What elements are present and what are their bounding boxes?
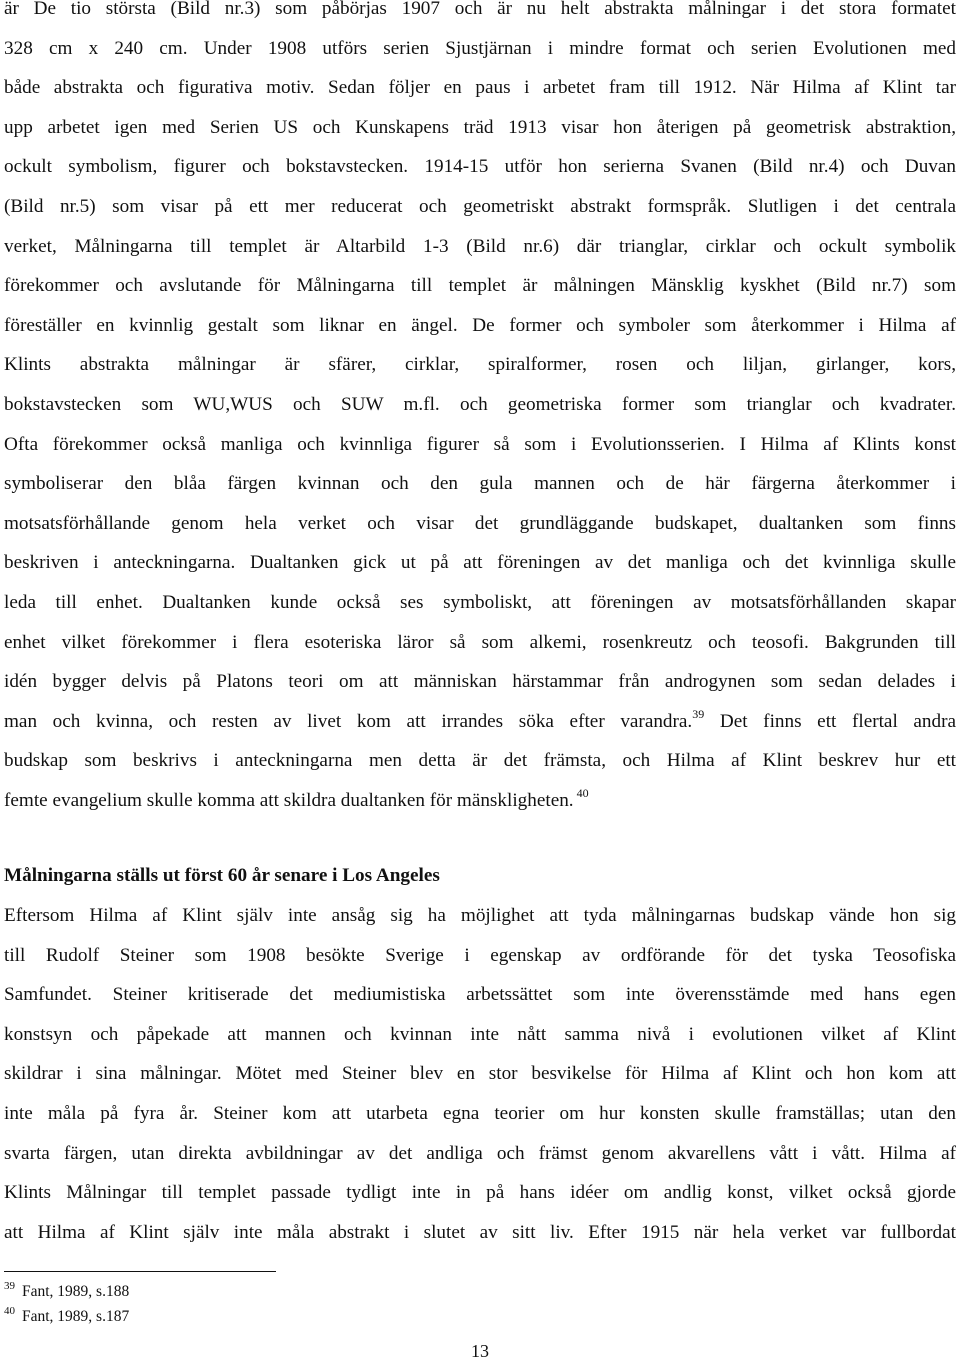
text-line: Ofta förekommer också manliga och kvinnliga figurer så som i Evolutionsserien. I Hilma af Klints konst	[4, 433, 956, 455]
text-line: upp arbetet igen med Serien US och Kunskapens träd 1913 visar hon återigen på geometrisk abstraktion,	[4, 116, 956, 138]
footnote-item	[4, 1280, 129, 1305]
text-line: verket, Målningarna till templet är Altarbild 1-3 (Bild nr.6) där trianglar, cirklar och ockult symbolik	[4, 235, 956, 257]
footnote-divider	[4, 1271, 276, 1272]
footnote-item	[4, 1305, 129, 1330]
text-line: ockult symbolism, figurer och bokstavstecken. 1914-15 utför hon serierna Svanen (Bild nr.4) och Duvan	[4, 156, 956, 178]
text-line: svarta färgen, utan direkta avbildningar av det andliga och främst genom akvarellens vått i vått. Hilma af	[4, 1142, 956, 1164]
text-line-with-footnote	[4, 702, 956, 742]
text-line: Klints Målningar till templet passade tydligt inte in på hans idéer om andlig konst, vilket också gjorde	[4, 1182, 956, 1204]
text-line-with-footnote	[4, 781, 956, 821]
text-segment: Det finns ett flertal andra	[704, 710, 957, 732]
text-line: inte måla på fyra år. Steiner kom att utarbeta egna teorier om hur konsten skulle framställas; utan den	[4, 1102, 956, 1124]
text-line: 328 cm x 240 cm. Under 1908 utförs serien Sjustjärnan i mindre format och serien Evolutionen med	[4, 37, 956, 59]
text-line: föreställer en kvinnlig gestalt som liknar en ängel. De former och symboler som återkommer i Hilma af	[4, 314, 956, 336]
text-line: (Bild nr.5) som visar på ett mer reducerat och geometriskt abstrakt formspråk. Slutligen i det centrala	[4, 195, 956, 217]
page-number: 13	[471, 1341, 489, 1361]
footnote-number: 40	[4, 1305, 15, 1317]
text-line: leda till enhet. Dualtanken kunde också ses symboliskt, att föreningen av motsatsförhållanden skapar	[4, 591, 956, 613]
text-line: skildrar i sina målningar. Mötet med Steiner blev en stor besvikelse för Hilma af Klint och hon kom att	[4, 1063, 956, 1085]
text-line: att Hilma af Klint själv inte måla abstrakt i slutet av sitt liv. Efter 1915 när hela verket var fullbordat	[4, 1221, 956, 1243]
text-line: motsatsförhållande genom hela verket och visar det grundläggande budskapet, dualtanken som finns	[4, 512, 956, 534]
footnote-number: 39	[4, 1280, 15, 1292]
text-line: beskriven i anteckningarna. Dualtanken gick ut på att föreningen av det manliga och det kvinnliga skulle	[4, 552, 956, 574]
text-segment: man och kvinna, och resten av livet kom att irrandes söka efter varandra.	[4, 710, 693, 732]
text-line: både abstrakta och figurativa motiv. Sedan följer en paus i arbetet fram till 1912. När Hilma af Klint tar	[4, 77, 956, 99]
footnote-text: Fant, 1989, s.188	[22, 1283, 130, 1300]
footnote-reference: 40	[573, 785, 589, 800]
text-line: idén bygger delvis på Platons teori om att människan härstammar från androgynen som sedan delades i	[4, 671, 956, 693]
text-line: budskap som beskrivs i anteckningarna men detta är det främsta, och Hilma af Klint beskrev hur ett	[4, 750, 956, 772]
text-line: konstsyn och påpekade att mannen och kvinnan inte nått samma nivå i evolutionen vilket af Klint	[4, 1023, 956, 1045]
footnote-text: Fant, 1989, s.187	[22, 1308, 130, 1325]
paragraph-1	[4, 0, 956, 820]
footnotes	[4, 1280, 129, 1330]
text-line: bokstavstecken som WU,WUS och SUW m.fl. och geometriska former som trianglar och kvadrater.	[4, 393, 956, 415]
footnote-reference: 39	[692, 706, 705, 721]
text-line: symboliserar den blåa färgen kvinnan och den gula mannen och de här färgerna återkommer i	[4, 473, 956, 495]
text-line: Eftersom Hilma af Klint själv inte ansåg sig ha möjlighet att tyda målningarnas budskap vände hon sig	[4, 905, 956, 926]
text-line: Klints abstrakta målningar är sfärer, cirklar, spiralformer, rosen och liljan, girlanger, kors,	[4, 354, 956, 376]
text-segment: femte evangelium skulle komma att skildra dualtanken för mänskligheten.	[4, 789, 574, 811]
text-line: förekommer och avslutande för Målningarna till templet är målningen Mänsklig kyskhet (Bild nr.7) som	[4, 275, 956, 297]
section-heading: Målningarna ställs ut först 60 år senare i Los Angeles	[4, 865, 440, 886]
text-line: är De tio största (Bild nr.3) som påbörjas 1907 och är nu helt abstrakta målningar i det stora formatet	[4, 0, 956, 19]
text-line: till Rudolf Steiner som 1908 besökte Sverige i egenskap av ordförande för det tyska Teosofiska	[4, 944, 956, 966]
paragraph-2	[4, 896, 956, 1252]
text-line: Samfundet. Steiner kritiserade det mediumistiska arbetssättet som inte överensstämde med hans egen	[4, 984, 956, 1006]
text-line: enhet vilket förekommer i flera esoteriska läror så som alkemi, rosenkreutz och teosofi. Bakgrunden till	[4, 631, 956, 653]
